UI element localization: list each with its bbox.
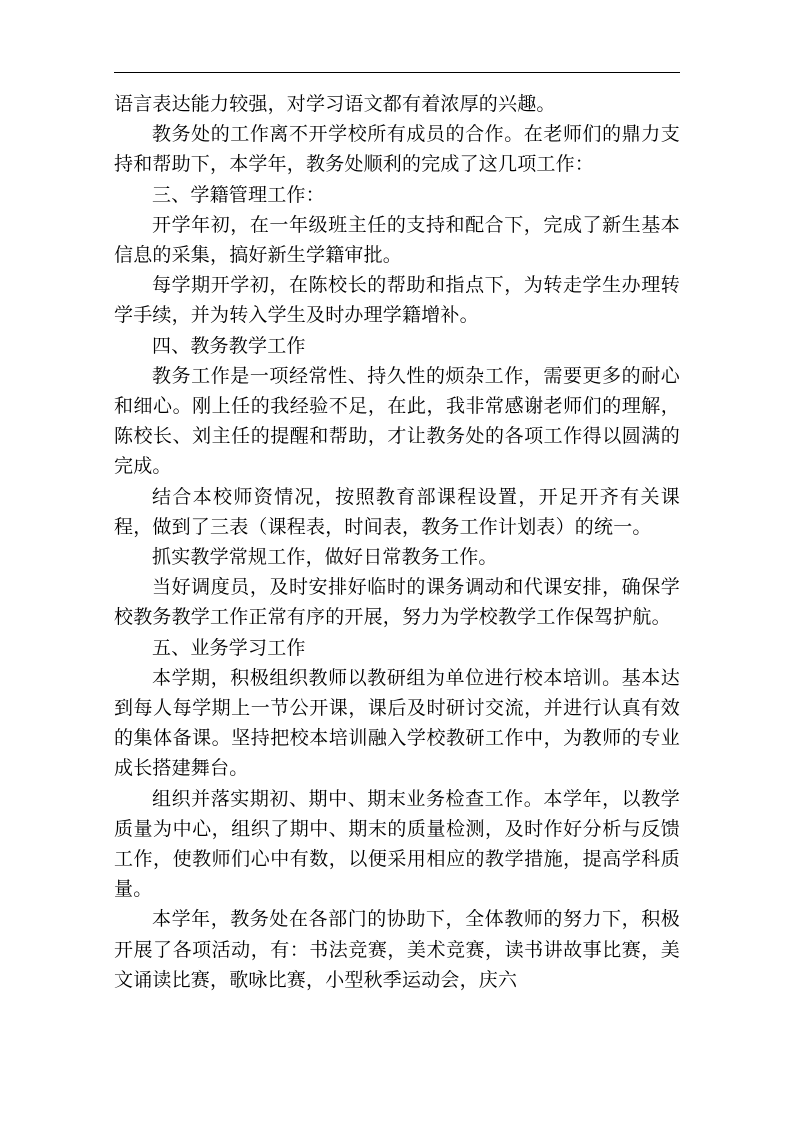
paragraph-school-training: 本学期，积极组织教师以教研组为单位进行校本培训。基本达到每人每学期上一节公开课，课后及时研讨交流，并进行认真有效的集体备课。坚持把校本培训融入学校教研工作中，为教师的专业成长搭建舞台。 [114, 666, 680, 780]
paragraph-cooperation: 教务处的工作离不开学校所有成员的合作。在老师们的鼎力支持和帮助下，本学年，教务处顺利的完成了这几项工作： [114, 123, 680, 176]
section-heading-teaching-affairs: 四、教务教学工作 [152, 334, 306, 357]
paragraph-transfer: 每学期开学初，在陈校长的帮助和指点下，为转走学生办理转学手续，并为转入学生及时办理学籍增补。 [114, 274, 680, 327]
paragraph-curriculum: 结合本校师资情况，按照教育部课程设置，开足开齐有关课程，做到了三表（课程表，时间表，教务工作计划表）的统一。 [114, 485, 680, 538]
paragraph-activities: 本学年，教务处在各部门的协助下，全体教师的努力下，积极开展了各项活动，有：书法竞赛，美术竞赛，读书讲故事比赛，美文诵读比赛，歌咏比赛，小型秋季运动会，庆六 [114, 908, 680, 991]
paragraph-scheduling: 当好调度员，及时安排好临时的课务调动和代课安排，确保学校教务教学工作正常有序的开展，努力为学校教学工作保驾护航。 [114, 576, 680, 629]
header-rule [114, 72, 680, 73]
paragraph-affairs-work: 教务工作是一项经常性、持久性的烦杂工作，需要更多的耐心和细心。刚上任的我经验不足，在此，我非常感谢老师们的理解，陈校长、刘主任的提醒和帮助，才让教务处的各项工作得以圆满的完成。 [114, 364, 680, 478]
section-heading-professional-study: 五、业务学习工作 [152, 636, 306, 659]
section-heading-student-records: 三、学籍管理工作： [152, 183, 325, 206]
paragraph-continued: 语言表达能力较强，对学习语文都有着浓厚的兴趣。 [114, 93, 556, 115]
paragraph-inspection: 组织并落实期初、期中、期末业务检查工作。本学年，以教学质量为中心，组织了期中、期末的质量检测，及时作好分析与反馈工作，使教师们心中有数，以便采用相应的教学措施，提高学科质量。 [114, 787, 680, 901]
paragraph-new-student-info: 开学年初，在一年级班主任的支持和配合下，完成了新生基本信息的采集，搞好新生学籍审批。 [114, 213, 680, 267]
document-body [114, 89, 680, 995]
paragraph-routine: 抓实教学常规工作，做好日常教务工作。 [152, 546, 498, 569]
